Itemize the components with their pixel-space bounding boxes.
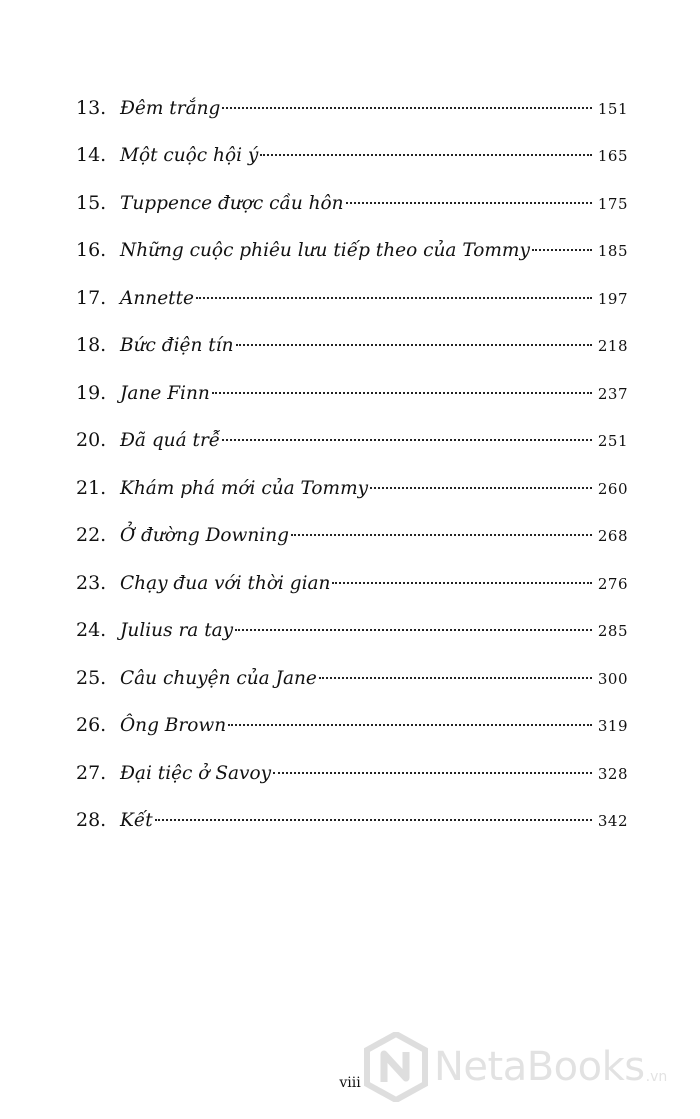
dot-leader — [235, 629, 592, 631]
dot-leader — [291, 534, 592, 536]
toc-entry — [76, 236, 628, 284]
dot-leader — [370, 487, 592, 489]
chapter-number: 15. — [76, 192, 107, 214]
toc-entry — [76, 189, 628, 236]
chapter-number: 25. — [76, 667, 107, 689]
chapter-number: 13. — [76, 97, 107, 119]
chapter-title: Bức điện tín — [120, 335, 234, 356]
netabooks-logo-icon — [364, 1032, 428, 1102]
toc-entry — [76, 806, 628, 854]
chapter-number: 20. — [76, 429, 107, 451]
chapter-title: Julius ra tay — [120, 620, 234, 641]
chapter-title: Ông Brown — [120, 715, 227, 736]
dot-leader — [222, 107, 591, 109]
toc-entry — [76, 664, 628, 711]
watermark — [364, 1027, 667, 1107]
page-number: 328 — [597, 765, 628, 783]
page-number: 319 — [597, 717, 628, 735]
chapter-title: Annette — [120, 288, 194, 309]
chapter-number: 14. — [76, 144, 107, 166]
dot-leader — [532, 249, 592, 251]
dot-leader — [236, 344, 592, 346]
dot-leader — [155, 819, 592, 821]
page-number: 260 — [597, 480, 628, 498]
toc-entry — [76, 569, 628, 616]
chapter-title: Câu chuyện của Jane — [120, 668, 317, 689]
toc-entry — [76, 711, 628, 759]
chapter-title: Khám phá mới của Tommy — [120, 478, 369, 499]
dot-leader — [212, 392, 592, 394]
chapter-title: Kết — [120, 810, 153, 831]
toc-entry — [76, 759, 628, 806]
page-number: 185 — [597, 242, 628, 260]
watermark-suffix: .vn — [645, 1069, 668, 1085]
toc-entry — [76, 474, 628, 521]
dot-leader — [228, 724, 592, 726]
chapter-title: Một cuộc hội ý — [120, 145, 259, 166]
chapter-title: Jane Finn — [120, 383, 210, 404]
chapter-number: 23. — [76, 572, 107, 594]
page-number: 300 — [597, 670, 628, 688]
chapter-number: 28. — [76, 809, 107, 831]
page-number: 276 — [597, 575, 628, 593]
toc-entry — [76, 521, 628, 569]
chapter-title: Những cuộc phiêu lưu tiếp theo của Tommy — [120, 240, 530, 261]
page-number: 165 — [597, 147, 628, 165]
chapter-title: Tuppence được cầu hôn — [120, 193, 344, 214]
page-folio: viii — [339, 1075, 361, 1091]
dot-leader — [260, 154, 592, 156]
page-number: 197 — [597, 290, 628, 308]
toc-entry — [76, 94, 628, 141]
page-number: 285 — [597, 622, 628, 640]
chapter-number: 26. — [76, 714, 107, 736]
chapter-number: 27. — [76, 762, 107, 784]
chapter-number: 16. — [76, 239, 107, 261]
chapter-number: 24. — [76, 619, 107, 641]
dot-leader — [332, 582, 591, 584]
watermark-brand: NetaBooks — [434, 1044, 645, 1090]
chapter-number: 18. — [76, 334, 107, 356]
dot-leader — [222, 439, 592, 441]
chapter-number: 21. — [76, 477, 107, 499]
chapter-number: 19. — [76, 382, 107, 404]
toc-entry — [76, 331, 628, 379]
toc-entry — [76, 426, 628, 474]
toc-entry — [76, 284, 628, 331]
toc-entry — [76, 616, 628, 664]
toc-entry — [76, 379, 628, 426]
chapter-title: Đêm trắng — [120, 98, 221, 119]
page-number: 237 — [597, 385, 628, 403]
page-number: 342 — [597, 812, 628, 830]
toc-entry — [76, 141, 628, 189]
table-of-contents — [76, 94, 628, 854]
page-number: 268 — [597, 527, 628, 545]
dot-leader — [319, 677, 592, 679]
dot-leader — [196, 297, 592, 299]
chapter-title: Đã quá trễ — [120, 430, 221, 451]
dot-leader — [346, 202, 592, 204]
chapter-title: Chạy đua với thời gian — [120, 573, 331, 594]
chapter-number: 17. — [76, 287, 107, 309]
dot-leader — [273, 772, 592, 774]
page-number: 251 — [597, 432, 628, 450]
page-number: 175 — [597, 195, 628, 213]
page-number: 151 — [597, 100, 628, 118]
chapter-number: 22. — [76, 524, 107, 546]
chapter-title: Đại tiệc ở Savoy — [120, 763, 272, 784]
page-number: 218 — [597, 337, 628, 355]
chapter-title: Ở đường Downing — [120, 525, 289, 546]
